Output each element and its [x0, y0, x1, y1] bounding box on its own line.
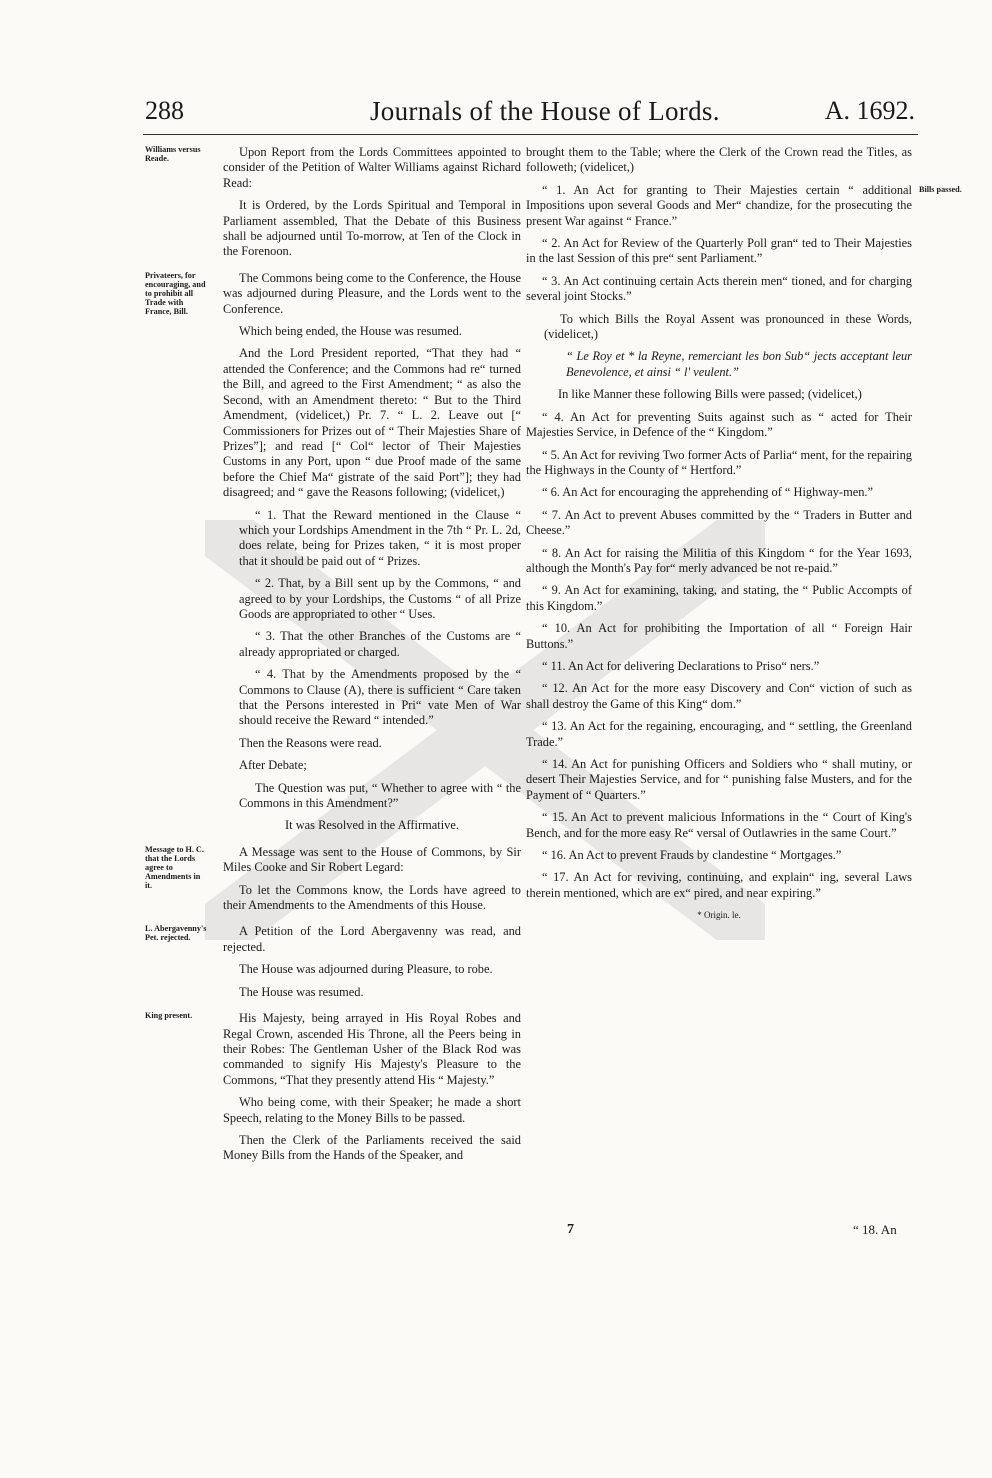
- bill-item: “ 15. An Act to prevent malicious Informations in the “ Court of King's Bench, and for the more easy Re“ versal of Outlawries in the same Court.”: [526, 810, 912, 840]
- entry-abergavenny: [145, 924, 521, 1000]
- bill-item: “ 14. An Act for punishing Officers and Soldiers who “ shall mutiny, or desert Their Majesties Service, and for “ punishing false Musters, and for the Payment of “ Quarters.”: [526, 757, 912, 802]
- paragraph: The House was adjourned during Pleasure, to robe.: [239, 962, 493, 977]
- footnote: * Origin. le.: [697, 910, 741, 921]
- entry-williams-reade: [145, 145, 521, 260]
- paragraph: Which being ended, the House was resumed.: [239, 324, 462, 339]
- bill-item: “ 13. An Act for the regaining, encouraging, and “ settling, the Greenland Trade.”: [526, 719, 912, 749]
- bill-item: “ 17. An Act for reviving, continuing, and explain“ ing, several Laws therein mentioned, which are ex“ pired, and near expiring.”: [526, 870, 912, 900]
- paragraph: It is Ordered, by the Lords Spiritual and Temporal in Parliament assembled, That the Debate of this Business shall be adjourned until To-morrow, at Ten of the Clock in the Forenoon.: [223, 198, 521, 259]
- entry-privateers: [145, 271, 521, 834]
- royal-formula: “ Le Roy et * la Reyne, remerciant les bon Sub“ jects acceptant leur Benevolence, et ainsi “ l' veulent.”: [566, 349, 912, 379]
- margin-note-king: King present.: [145, 1011, 193, 1021]
- paragraph: His Majesty, being arrayed in His Royal Robes and Regal Crown, ascended His Throne, all the Peers being in their Robes: The Gentleman Usher of the Black Rod was commanded to signify His Majesty's Pleasure to the Commons, “That they presently attend His “ Majesty.”: [223, 1011, 521, 1087]
- signature-mark: 7: [567, 1222, 574, 1237]
- bill-item: “ 5. An Act for reviving Two former Acts of Parlia“ ment, for the repairing the Highways in the County of “ Hertford.”: [526, 447, 912, 477]
- bill-item: “ 4. An Act for preventing Suits against such as “ acted for Their Majesties Service, in Defence of the “ Kingdom.”: [526, 409, 912, 440]
- resolution: It was Resolved in the Affirmative.: [285, 818, 459, 833]
- paragraph: And the Lord President reported, “That they had “ attended the Conference; and the Commons had re“ turned the Bill, and agreed to the First Amendment; “ as also the Second, with an Amendment thereto: “ But to the Third Amendment, (videlicet,) Pr. 7. “ L. 2. Leave out [“ Commissioners for Prizes out of “ Their Majesties Share of Prizes”]; and read [“ Col“ lector of Their Majesties Customs in any Port, upon “ due Proof made of the same before the Chief Ma“ gistrate of the said Port”]; they had disagreed; and “ gave the Reasons following; (videlicet,): [223, 346, 521, 500]
- paragraph: The House was resumed.: [239, 984, 364, 999]
- margin-note-bills-passed: Bills passed.: [919, 185, 962, 194]
- bill-item: “ 7. An Act to prevent Abuses committed by the “ Traders in Butter and Cheese.”: [526, 507, 912, 538]
- page-year: A. 1692.: [824, 96, 915, 125]
- reason-item: “ 3. That the other Branches of the Customs are “ already appropriated or charged.: [239, 629, 521, 659]
- bill-item: “ 11. An Act for delivering Declarations to Priso“ ners.”: [542, 658, 820, 673]
- left-column: [145, 145, 521, 1175]
- paragraph: To let the Commons know, the Lords have agreed to their Amendments to the Amendments of this House.: [223, 882, 521, 913]
- paragraph: Upon Report from the Lords Committees appointed to consider of the Petition of Walter Williams against Richard Read:: [223, 145, 521, 190]
- paragraph: In like Manner these following Bills were passed; (videlicet,): [558, 387, 862, 402]
- paragraph: The Question was put, “ Whether to agree with “ the Commons in this Amendment?”: [239, 780, 521, 811]
- bill-item: “ 2. An Act for Review of the Quarterly Poll gran“ ted to Their Majesties in the last Session of this pre“ sent Parliament.”: [526, 236, 912, 266]
- bill-item: “ 16. An Act to prevent Frauds by clandestine “ Mortgages.”: [542, 848, 842, 863]
- paragraph: A Petition of the Lord Abergavenny was read, and rejected.: [223, 924, 521, 954]
- page-header: [145, 96, 915, 136]
- page-number: 288: [145, 96, 184, 125]
- paragraph: The Commons being come to the Conference, the House was adjourned during Pleasure, and the Lords went to the Conference.: [223, 270, 521, 316]
- margin-note-abergavenny: L. Abergavenny's Pet. rejected.: [145, 924, 207, 943]
- reasons-list: [223, 508, 521, 729]
- header-rule: [143, 134, 918, 135]
- reason-item: “ 1. That the Reward mentioned in the Clause “ which your Lordships Amendment in the 7th “ Pr. L. 2d, does relate, being for Prizes taken, “ it is most proper that it should be paid out of “ Prizes.: [239, 507, 521, 568]
- paragraph: A Message was sent to the House of Commons, by Sir Miles Cooke and Sir Robert Legard:: [223, 844, 521, 875]
- paragraph: Then the Reasons were read.: [239, 735, 382, 750]
- bill-item: “ 10. An Act for prohibiting the Importation of all “ Foreign Hair Buttons.”: [526, 621, 912, 651]
- bill-item: “ 12. An Act for the more easy Discovery and Con“ viction of such as shall destroy the Game of this King“ dom.”: [526, 681, 912, 711]
- catchword: “ 18. An: [853, 1222, 897, 1237]
- page-title: Journals of the House of Lords.: [370, 96, 720, 126]
- paragraph: Who being come, with their Speaker; he made a short Speech, relating to the Money Bills to be passed.: [223, 1095, 521, 1125]
- paragraph: Then the Clerk of the Parliaments received the said Money Bills from the Hands of the Speaker, and: [223, 1132, 521, 1163]
- paragraph: brought them to the Table; where the Clerk of the Crown read the Titles, as followeth; (videlicet,): [526, 145, 912, 175]
- reason-item: “ 2. That, by a Bill sent up by the Commons, “ and agreed to by your Lordships, the Customs “ of all Prize Goods are appropriated to other “ Uses.: [239, 576, 521, 621]
- bill-item: “ 3. An Act continuing certain Acts therein men“ tioned, and for charging several joint Stocks.”: [526, 273, 912, 304]
- paragraph: After Debate;: [239, 758, 307, 773]
- bill-item: “ 9. An Act for examining, taking, and stating, the “ Public Accompts of this Kingdom.”: [526, 583, 912, 613]
- margin-note-privateers: Privateers, for encouraging, and to prohibit all Trade with France, Bill.: [145, 270, 206, 316]
- right-column: [526, 145, 912, 924]
- bill-item: “ 1. An Act for granting to Their Majesties certain “ additional Impositions upon several Goods and Mer“ chandize, for the prosecuting the present War against “ France.”: [526, 182, 912, 228]
- bill-item: “ 6. An Act for encouraging the apprehending of “ Highway-men.”: [542, 485, 873, 500]
- margin-note-message: Message to H. C. that the Lords agree to Amendments in it.: [145, 844, 204, 890]
- paragraph: To which Bills the Royal Assent was pronounced in these Words, (videlicet,): [544, 311, 912, 342]
- reason-item: “ 4. That by the Amendments proposed by the “ Commons to Clause (A), there is sufficient “ Care taken that the Persons interested in Pri“ vate Men of War should receive the Reward “ intended.”: [239, 667, 521, 728]
- entry-king-present: [145, 1011, 521, 1164]
- entry-message: [145, 845, 521, 914]
- margin-note-williams: Williams versus Reade.: [145, 145, 201, 163]
- bill-item: “ 8. An Act for raising the Militia of this Kingdom “ for the Year 1693, although the Month's Pay for“ merly advanced be not re-paid.”: [526, 545, 912, 575]
